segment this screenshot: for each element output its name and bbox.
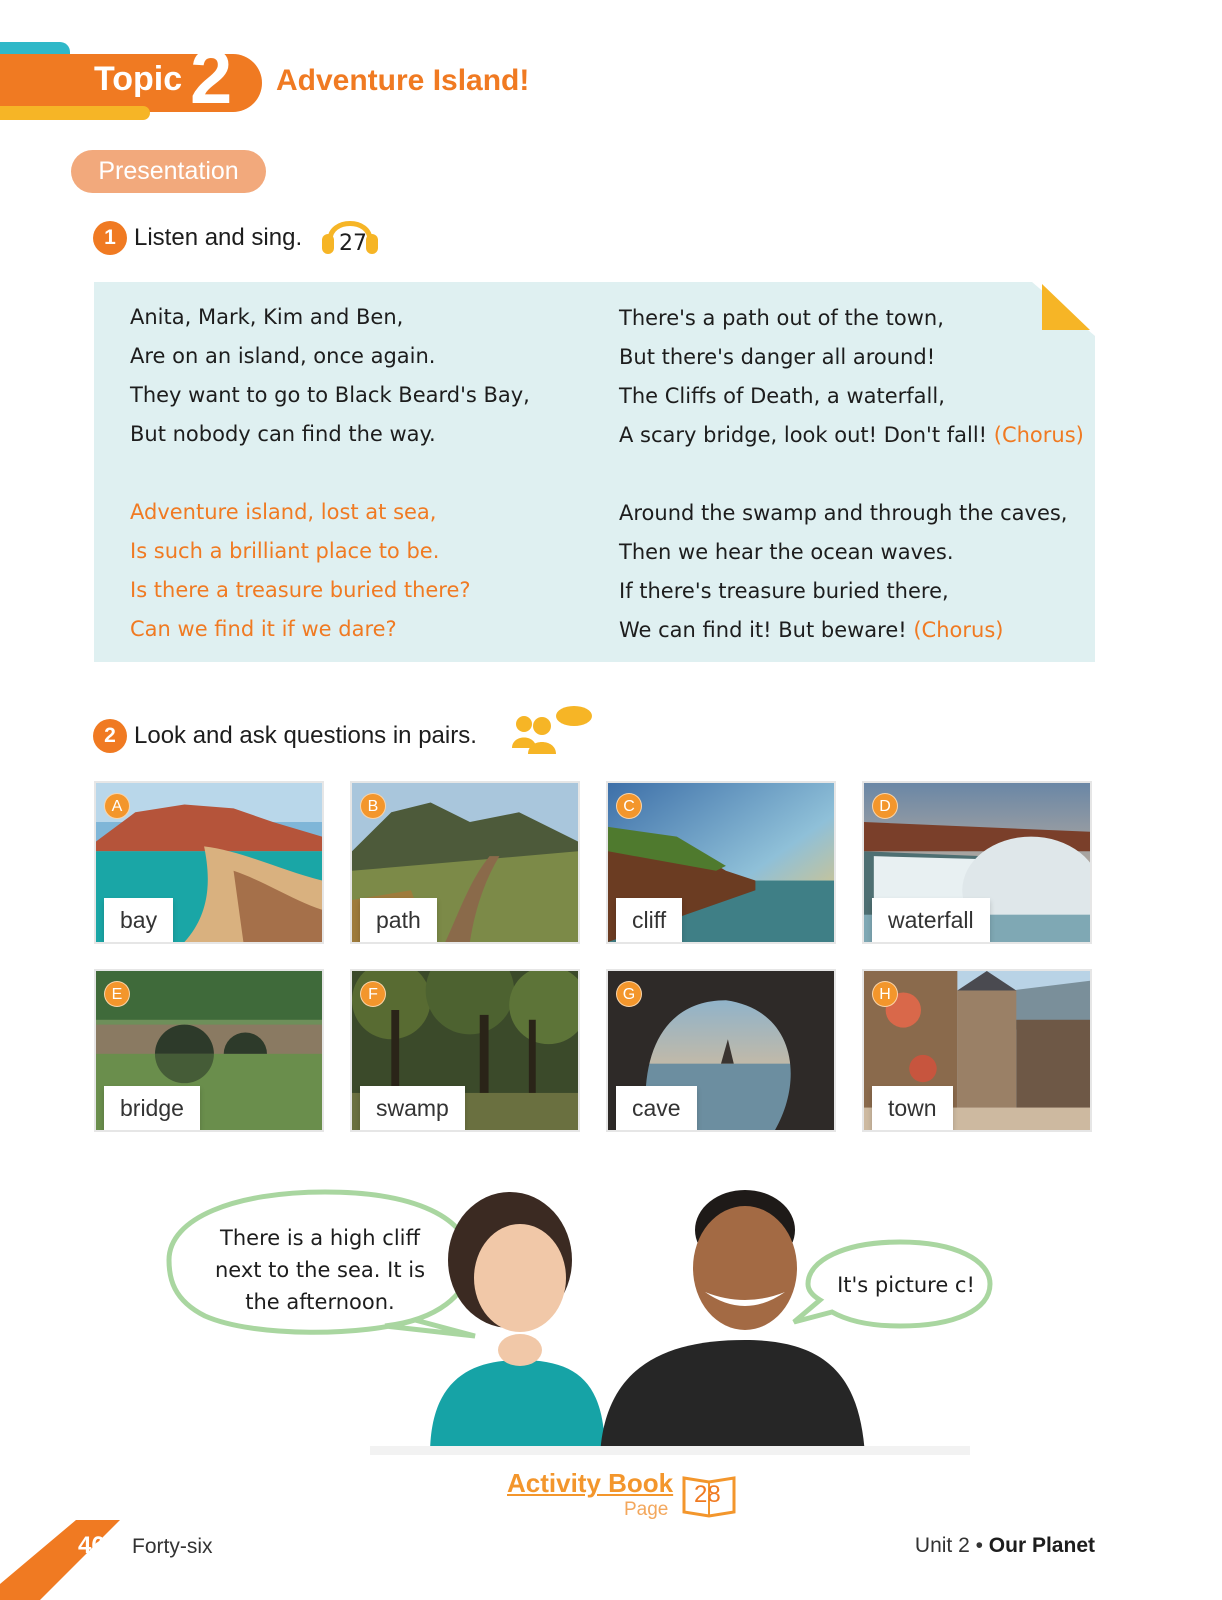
- children-illustration: [370, 1190, 970, 1455]
- unit-label: Unit 2 • Our Planet: [914, 1534, 1095, 1557]
- lyric-line: Then we hear the ocean waves.: [619, 540, 954, 564]
- activity-1-heading: [93, 221, 302, 255]
- lyric-line: The Cliffs of Death, a waterfall,: [619, 384, 945, 408]
- page-number: 46: [78, 1532, 105, 1559]
- lyric-line: Anita, Mark, Kim and Ben,: [130, 305, 404, 329]
- picture-card-bay[interactable]: [94, 781, 324, 944]
- audio-track-number: 27: [339, 231, 367, 256]
- picture-label: town: [872, 1086, 953, 1130]
- picture-label: cave: [616, 1086, 697, 1130]
- page-number-words: Forty-six: [132, 1535, 213, 1558]
- section-pill: Presentation: [71, 150, 266, 193]
- page-title: Adventure Island!: [276, 64, 530, 97]
- picture-card-town[interactable]: [862, 969, 1092, 1132]
- picture-label: cliff: [616, 898, 682, 942]
- picture-letter-badge: D: [872, 793, 898, 819]
- activity-number-badge: 2: [93, 719, 127, 753]
- activity-number-badge: 1: [93, 221, 127, 255]
- girl-speech-text: There is a high cliff next to the sea. It is the afternoon.: [214, 1226, 426, 1314]
- boy-speech-text: It's picture c!: [837, 1273, 975, 1297]
- lyric-line: But nobody can find the way.: [130, 422, 436, 446]
- activity-instruction: Listen and sing.: [134, 224, 303, 251]
- chorus-line: Is such a brilliant place to be.: [130, 539, 440, 563]
- picture-card-waterfall[interactable]: [862, 781, 1092, 944]
- lyric-line: Around the swamp and through the caves,: [619, 501, 1068, 525]
- lyric-line: Are on an island, once again.: [130, 344, 436, 368]
- picture-card-cave[interactable]: [606, 969, 836, 1132]
- picture-letter-badge: A: [104, 793, 130, 819]
- picture-card-path[interactable]: [350, 781, 580, 944]
- picture-card-cliff[interactable]: [606, 781, 836, 944]
- lyric-line: We can find it! But beware! (Chorus): [619, 618, 1004, 642]
- pair-talk-icon: [512, 704, 594, 754]
- picture-letter-badge: C: [616, 793, 642, 819]
- picture-label: waterfall: [872, 898, 990, 942]
- lyric-line: A scary bridge, look out! Don't fall! (Chorus): [619, 423, 1084, 447]
- topic-label: Topic: [94, 60, 183, 98]
- song-right-column: [619, 299, 1084, 650]
- lyric-line: They want to go to Black Beard's Bay,: [130, 383, 530, 407]
- header-yellow-stripe: [0, 106, 150, 120]
- page-number-corner: [0, 1520, 140, 1600]
- picture-label: bridge: [104, 1086, 200, 1130]
- picture-letter-badge: E: [104, 981, 130, 1007]
- lyric-line: But there's danger all around!: [619, 345, 936, 369]
- chorus-tag: (Chorus): [993, 423, 1084, 447]
- picture-card-swamp[interactable]: [350, 969, 580, 1132]
- activity-2-heading: [93, 719, 477, 753]
- picture-label: path: [360, 898, 437, 942]
- chorus-line: Is there a treasure buried there?: [130, 578, 471, 602]
- activity-instruction: Look and ask questions in pairs.: [134, 722, 477, 749]
- picture-letter-badge: F: [360, 981, 386, 1007]
- picture-letter-badge: H: [872, 981, 898, 1007]
- chorus-line: Can we find it if we dare?: [130, 617, 397, 641]
- picture-label: bay: [104, 898, 173, 942]
- activity-book-page-label: Page: [624, 1499, 669, 1520]
- activity-book-page-number: 28: [694, 1481, 721, 1508]
- song-left-column: [130, 298, 530, 649]
- topic-number: 2: [190, 35, 233, 120]
- activity-book-link[interactable]: Activity Book: [507, 1468, 674, 1498]
- lyric-line: There's a path out of the town,: [619, 306, 944, 330]
- picture-letter-badge: B: [360, 793, 386, 819]
- chorus-tag: (Chorus): [913, 618, 1004, 642]
- chorus-line: Adventure island, lost at sea,: [130, 500, 437, 524]
- picture-label: swamp: [360, 1086, 465, 1130]
- picture-letter-badge: G: [616, 981, 642, 1007]
- lyric-line: If there's treasure buried there,: [619, 579, 949, 603]
- picture-card-bridge[interactable]: [94, 969, 324, 1132]
